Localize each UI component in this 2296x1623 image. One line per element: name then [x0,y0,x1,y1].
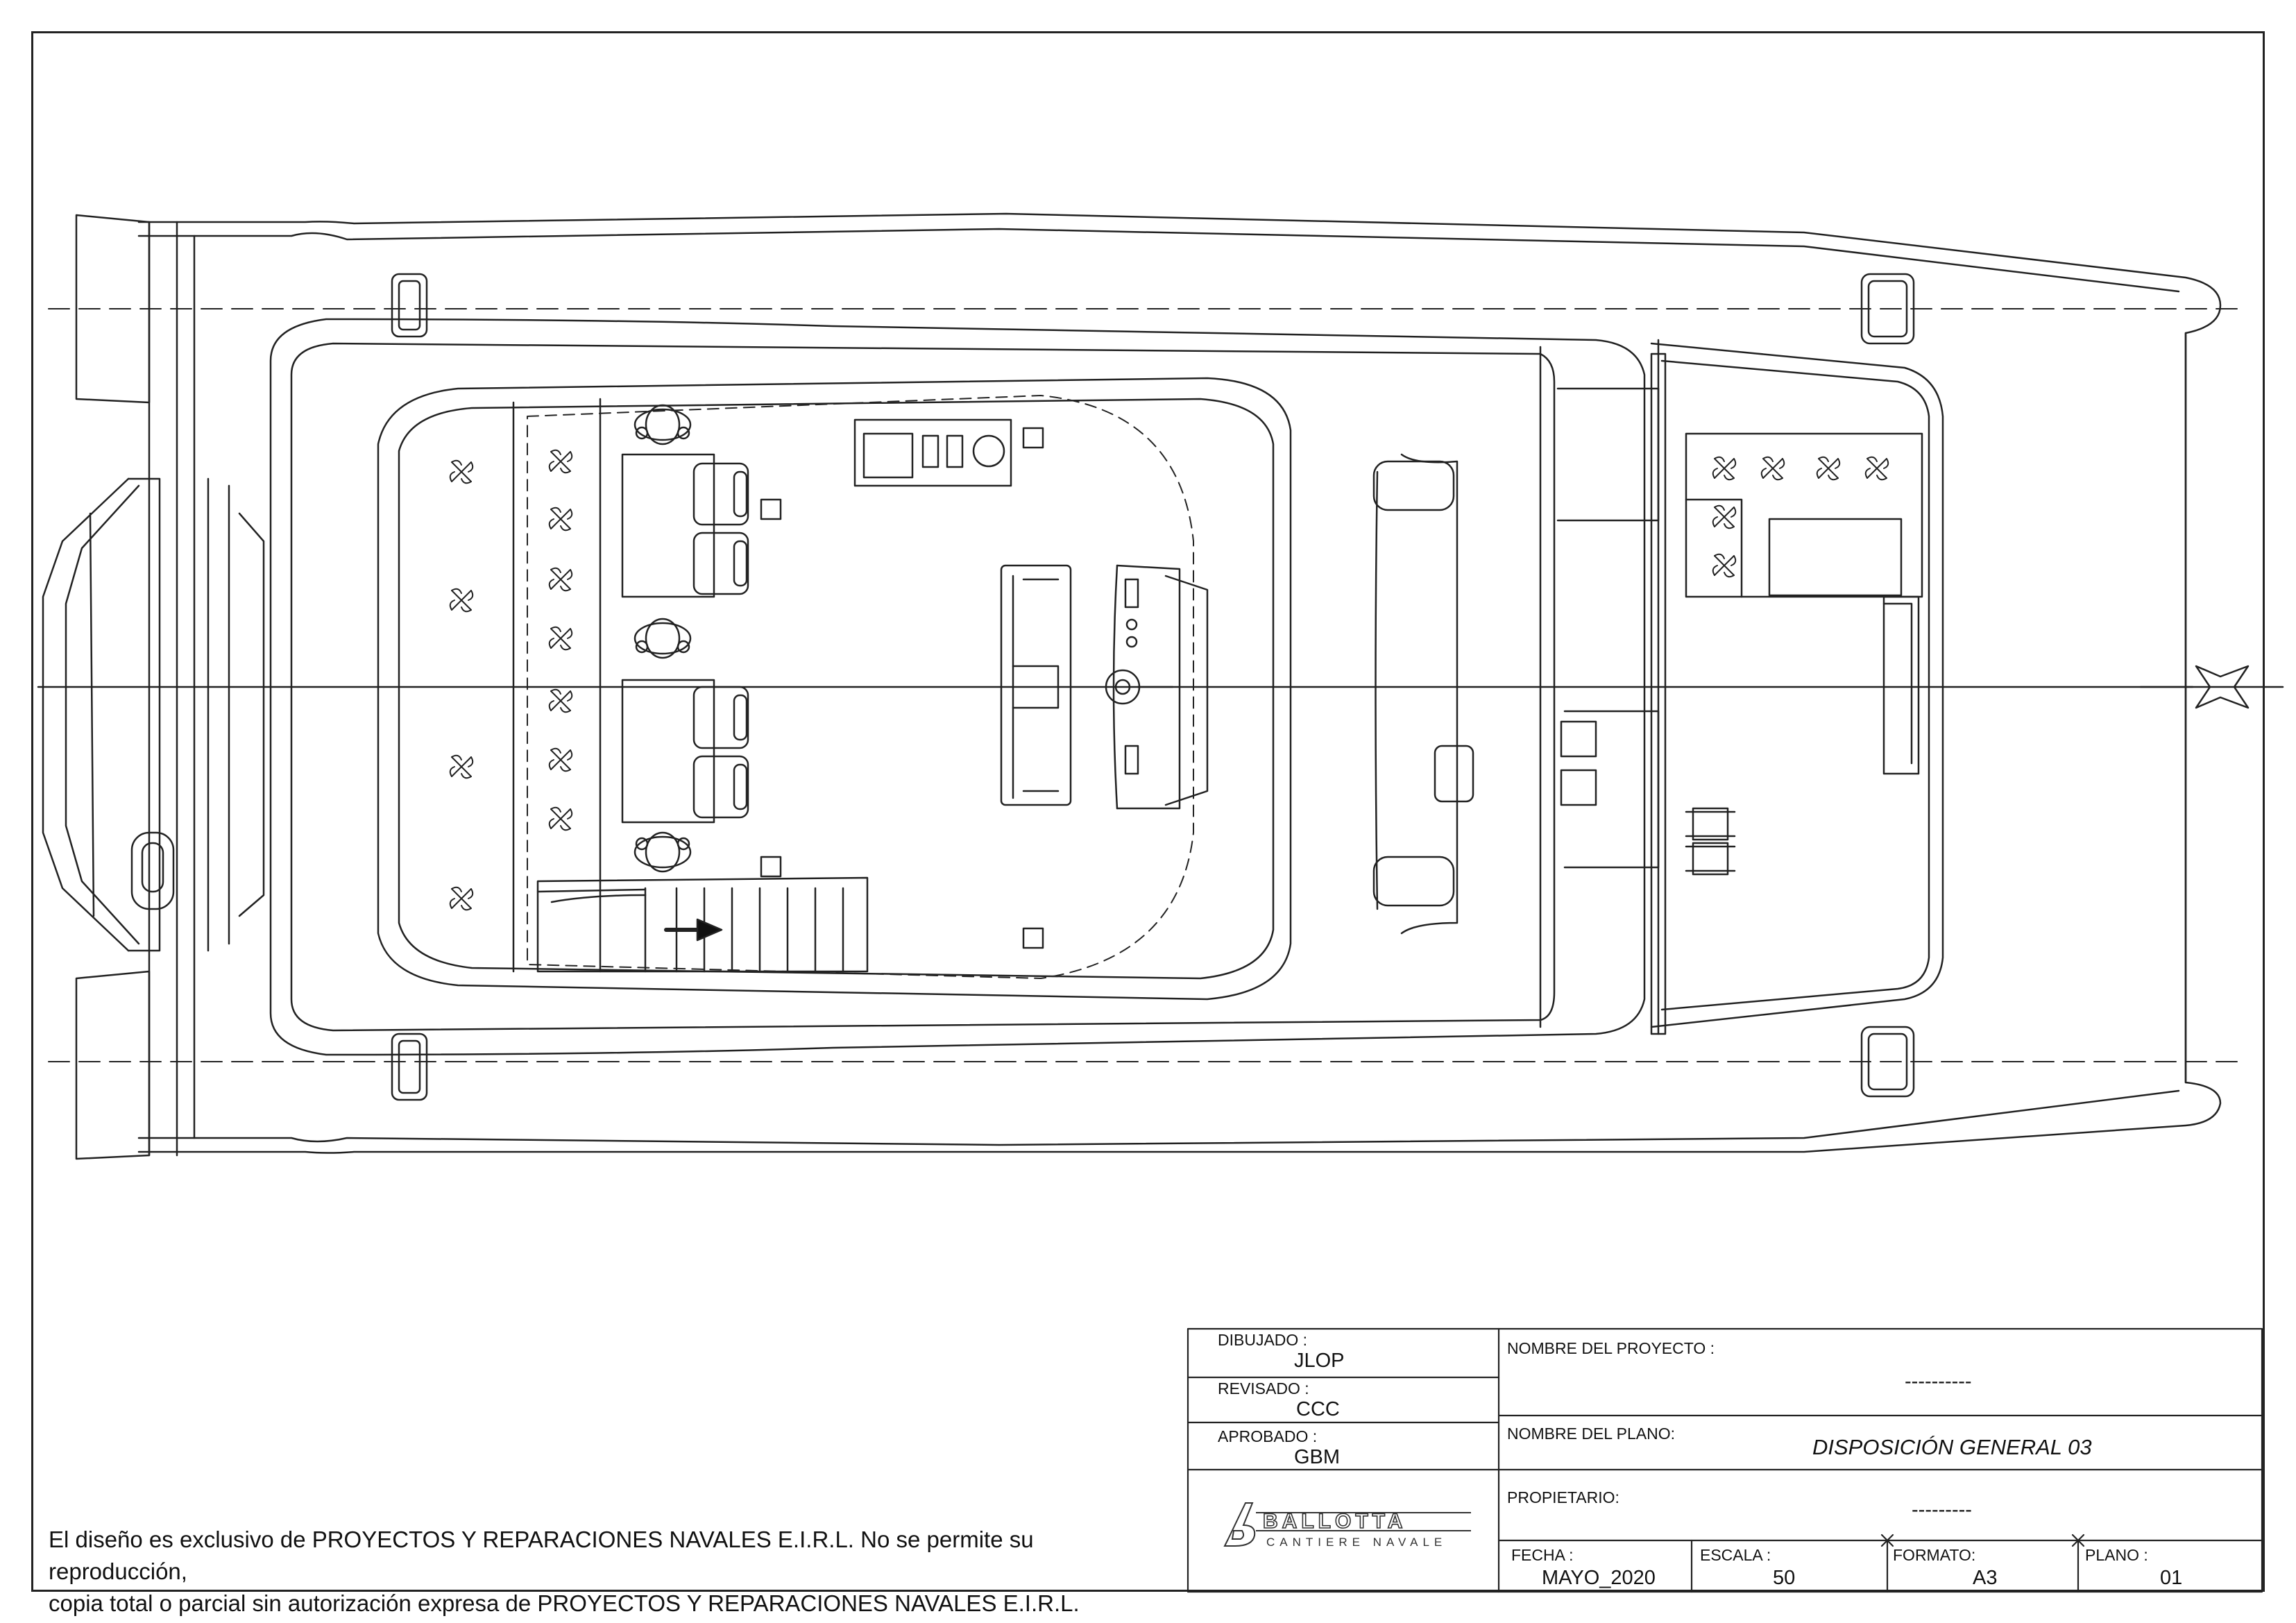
fecha-value: MAYO_2020 [1542,1567,1656,1589]
nav-panel [855,420,1011,486]
propietario-label: PROPIETARIO: [1507,1488,1619,1506]
escala-label: ESCALA : [1700,1546,1771,1564]
tender-dinghy [132,833,173,909]
dibujado-value: JLOP [1294,1350,1345,1372]
plano-name-value: DISPOSICIÓN GENERAL 03 [1812,1435,2092,1459]
revisado-value: CCC [1296,1398,1340,1420]
ballotta-logo [1214,1497,1478,1553]
copyright-disclaimer [49,1524,1131,1620]
aprobado-label: APROBADO : [1218,1427,1318,1445]
logo-tagline-text: CANTIERE NAVALE [1266,1536,1447,1549]
escala-value: 50 [1773,1567,1796,1589]
sunpad-area [513,399,600,971]
formato-value: A3 [1973,1567,1998,1589]
logo-brand-text: BALLOTTA [1263,1510,1407,1533]
helm-seats [622,454,748,822]
aprobado-value: GBM [1294,1446,1341,1468]
plano-name-label: NOMBRE DEL PLANO: [1507,1425,1675,1443]
fecha-label: FECHA : [1511,1546,1574,1564]
proyecto-label: NOMBRE DEL PROYECTO : [1507,1339,1715,1357]
person-icons [635,405,690,872]
proyecto-value: ---------- [1905,1370,1972,1393]
formato-label: FORMATO: [1893,1546,1976,1564]
disclaimer-line-1: El diseño es exclusivo de PROYECTOS Y REPARACIONES NAVALES E.I.R.L. No se permite su reproducción, [49,1527,1034,1584]
bow-anchor [2141,333,2248,1082]
dibujado-label: DIBUJADO : [1218,1331,1308,1349]
propietario-value: --------- [1912,1499,1972,1521]
staircase [538,878,867,971]
plano-number-label: PLANO : [2085,1546,2148,1564]
disclaimer-line-2: copia total o parcial sin autorización expresa de PROYECTOS Y REPARACIONES NAVALES E.I.R.L. [49,1590,1080,1616]
bow-cushions [1686,808,1735,874]
revisado-label: REVISADO : [1218,1379,1309,1397]
bow-area [1651,343,1943,1027]
plano-number-value: 01 [2160,1567,2183,1589]
